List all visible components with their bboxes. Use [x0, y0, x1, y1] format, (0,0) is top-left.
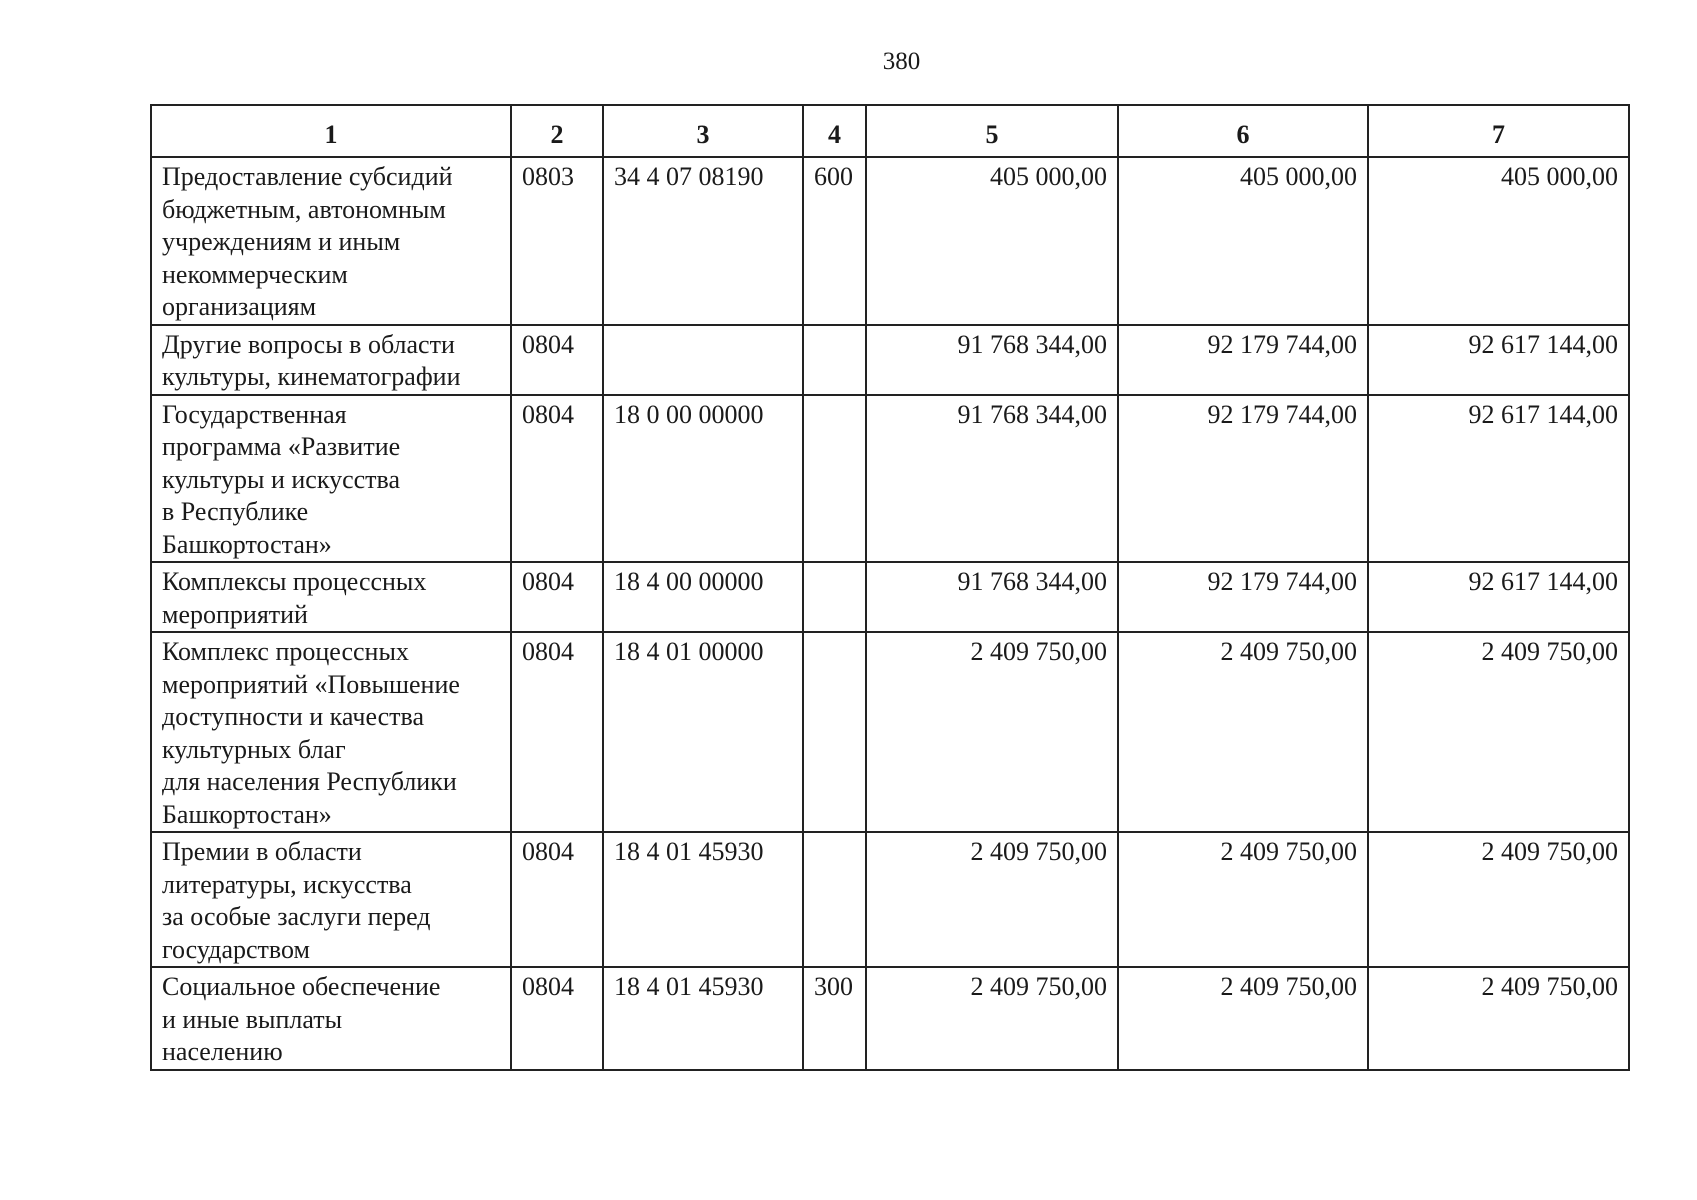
- page-number: 380: [882, 48, 921, 75]
- section-code-cell: 0803: [511, 157, 603, 325]
- item-name-line: культуры и искусства: [162, 464, 400, 494]
- column-header-1: 1: [151, 105, 511, 157]
- item-name-cell: [151, 562, 511, 632]
- amount-col5-cell: 2 409 750,00: [866, 832, 1118, 967]
- expense-type-cell: 300: [803, 967, 866, 1070]
- column-header-4: 4: [803, 105, 866, 157]
- table-row: [151, 395, 1629, 563]
- expense-type-cell: 600: [803, 157, 866, 325]
- section-code-cell: 0804: [511, 562, 603, 632]
- column-header-3: 3: [603, 105, 803, 157]
- section-code-cell: 0804: [511, 395, 603, 563]
- amount-col6-cell: 92 179 744,00: [1118, 562, 1368, 632]
- item-name-line: Предоставление субсидий: [162, 162, 453, 191]
- amount-col5-cell: 91 768 344,00: [866, 395, 1118, 563]
- item-name-cell: [151, 632, 511, 832]
- item-name-line: Государственная: [162, 399, 347, 429]
- column-header-2: 2: [511, 105, 603, 157]
- amount-col7-cell: 92 617 144,00: [1368, 325, 1629, 395]
- expense-type-cell: [803, 632, 866, 832]
- expense-type-cell: [803, 832, 866, 967]
- item-name-line: и иные выплаты: [162, 1004, 343, 1034]
- column-header-5: 5: [866, 105, 1118, 157]
- amount-col7-cell: 2 409 750,00: [1368, 632, 1629, 832]
- item-name-line: государством: [162, 934, 310, 964]
- section-code-cell: 0804: [511, 832, 603, 967]
- item-name-line: культурных благ: [162, 734, 346, 764]
- amount-col5-cell: 2 409 750,00: [866, 632, 1118, 832]
- expense-type-cell: [803, 325, 866, 395]
- item-name-line: бюджетным, автономным: [162, 194, 446, 224]
- amount-col5-cell: 2 409 750,00: [866, 967, 1118, 1070]
- section-code-cell: 0804: [511, 632, 603, 832]
- header-row: [151, 105, 1629, 157]
- item-name-line: доступности и качества: [162, 702, 425, 731]
- item-name-line: культуры, кинематографии: [162, 362, 461, 391]
- target-code-cell: 18 4 01 45930: [603, 832, 803, 967]
- amount-col5-cell: 91 768 344,00: [866, 562, 1118, 632]
- item-name-line: мероприятий «Повышение: [162, 669, 460, 699]
- table-row: [151, 157, 1629, 325]
- item-name-cell: [151, 967, 511, 1070]
- table-row: [151, 325, 1629, 395]
- item-name-line: мероприятий: [162, 599, 308, 629]
- amount-col7-cell: 92 617 144,00: [1368, 395, 1629, 563]
- item-name-line: Социальное обеспечение: [162, 972, 441, 1001]
- item-name-line: Башкортостан»: [162, 529, 332, 559]
- amount-col6-cell: 92 179 744,00: [1118, 395, 1368, 563]
- amount-col6-cell: 405 000,00: [1118, 157, 1368, 325]
- item-name-line: программа «Развитие: [162, 432, 401, 461]
- column-header-7: 7: [1368, 105, 1629, 157]
- amount-col7-cell: 2 409 750,00: [1368, 832, 1629, 967]
- table-row: [151, 967, 1629, 1070]
- target-code-cell: 18 4 01 00000: [603, 632, 803, 832]
- item-name-line: Премии в области: [162, 837, 362, 866]
- amount-col7-cell: 92 617 144,00: [1368, 562, 1629, 632]
- item-name-line: для населения Республики: [162, 767, 457, 796]
- expense-type-cell: [803, 562, 866, 632]
- column-header-6: 6: [1118, 105, 1368, 157]
- item-name-line: некоммерческим: [162, 259, 348, 289]
- amount-col6-cell: 2 409 750,00: [1118, 632, 1368, 832]
- section-code-cell: 0804: [511, 325, 603, 395]
- amount-col7-cell: 405 000,00: [1368, 157, 1629, 325]
- item-name-line: учреждениям и иным: [162, 227, 401, 256]
- amount-col7-cell: 2 409 750,00: [1368, 967, 1629, 1070]
- item-name-cell: [151, 157, 511, 325]
- item-name-cell: [151, 395, 511, 563]
- amount-col5-cell: 91 768 344,00: [866, 325, 1118, 395]
- table-row: [151, 832, 1629, 967]
- item-name-cell: [151, 325, 511, 395]
- item-name-line: литературы, искусства: [162, 869, 412, 899]
- target-code-cell: 18 0 00 00000: [603, 395, 803, 563]
- budget-table: [150, 104, 1630, 1071]
- item-name-line: Другие вопросы в области: [162, 329, 455, 359]
- amount-col6-cell: 92 179 744,00: [1118, 325, 1368, 395]
- amount-col6-cell: 2 409 750,00: [1118, 832, 1368, 967]
- item-name-line: в Республике: [162, 497, 309, 526]
- amount-col6-cell: 2 409 750,00: [1118, 967, 1368, 1070]
- table-row: [151, 632, 1629, 832]
- item-name-line: Комплексы процессных: [162, 567, 427, 596]
- table-row: [151, 562, 1629, 632]
- item-name-cell: [151, 832, 511, 967]
- amount-col5-cell: 405 000,00: [866, 157, 1118, 325]
- target-code-cell: 18 4 01 45930: [603, 967, 803, 1070]
- target-code-cell: 34 4 07 08190: [603, 157, 803, 325]
- target-code-cell: [603, 325, 803, 395]
- item-name-line: организациям: [162, 292, 317, 321]
- target-code-cell: 18 4 00 00000: [603, 562, 803, 632]
- item-name-line: за особые заслуги перед: [162, 902, 431, 931]
- table-body: [151, 157, 1629, 1070]
- item-name-line: Башкортостан»: [162, 799, 332, 829]
- item-name-line: населению: [162, 1037, 283, 1066]
- item-name-line: Комплекс процессных: [162, 637, 409, 666]
- expense-type-cell: [803, 395, 866, 563]
- section-code-cell: 0804: [511, 967, 603, 1070]
